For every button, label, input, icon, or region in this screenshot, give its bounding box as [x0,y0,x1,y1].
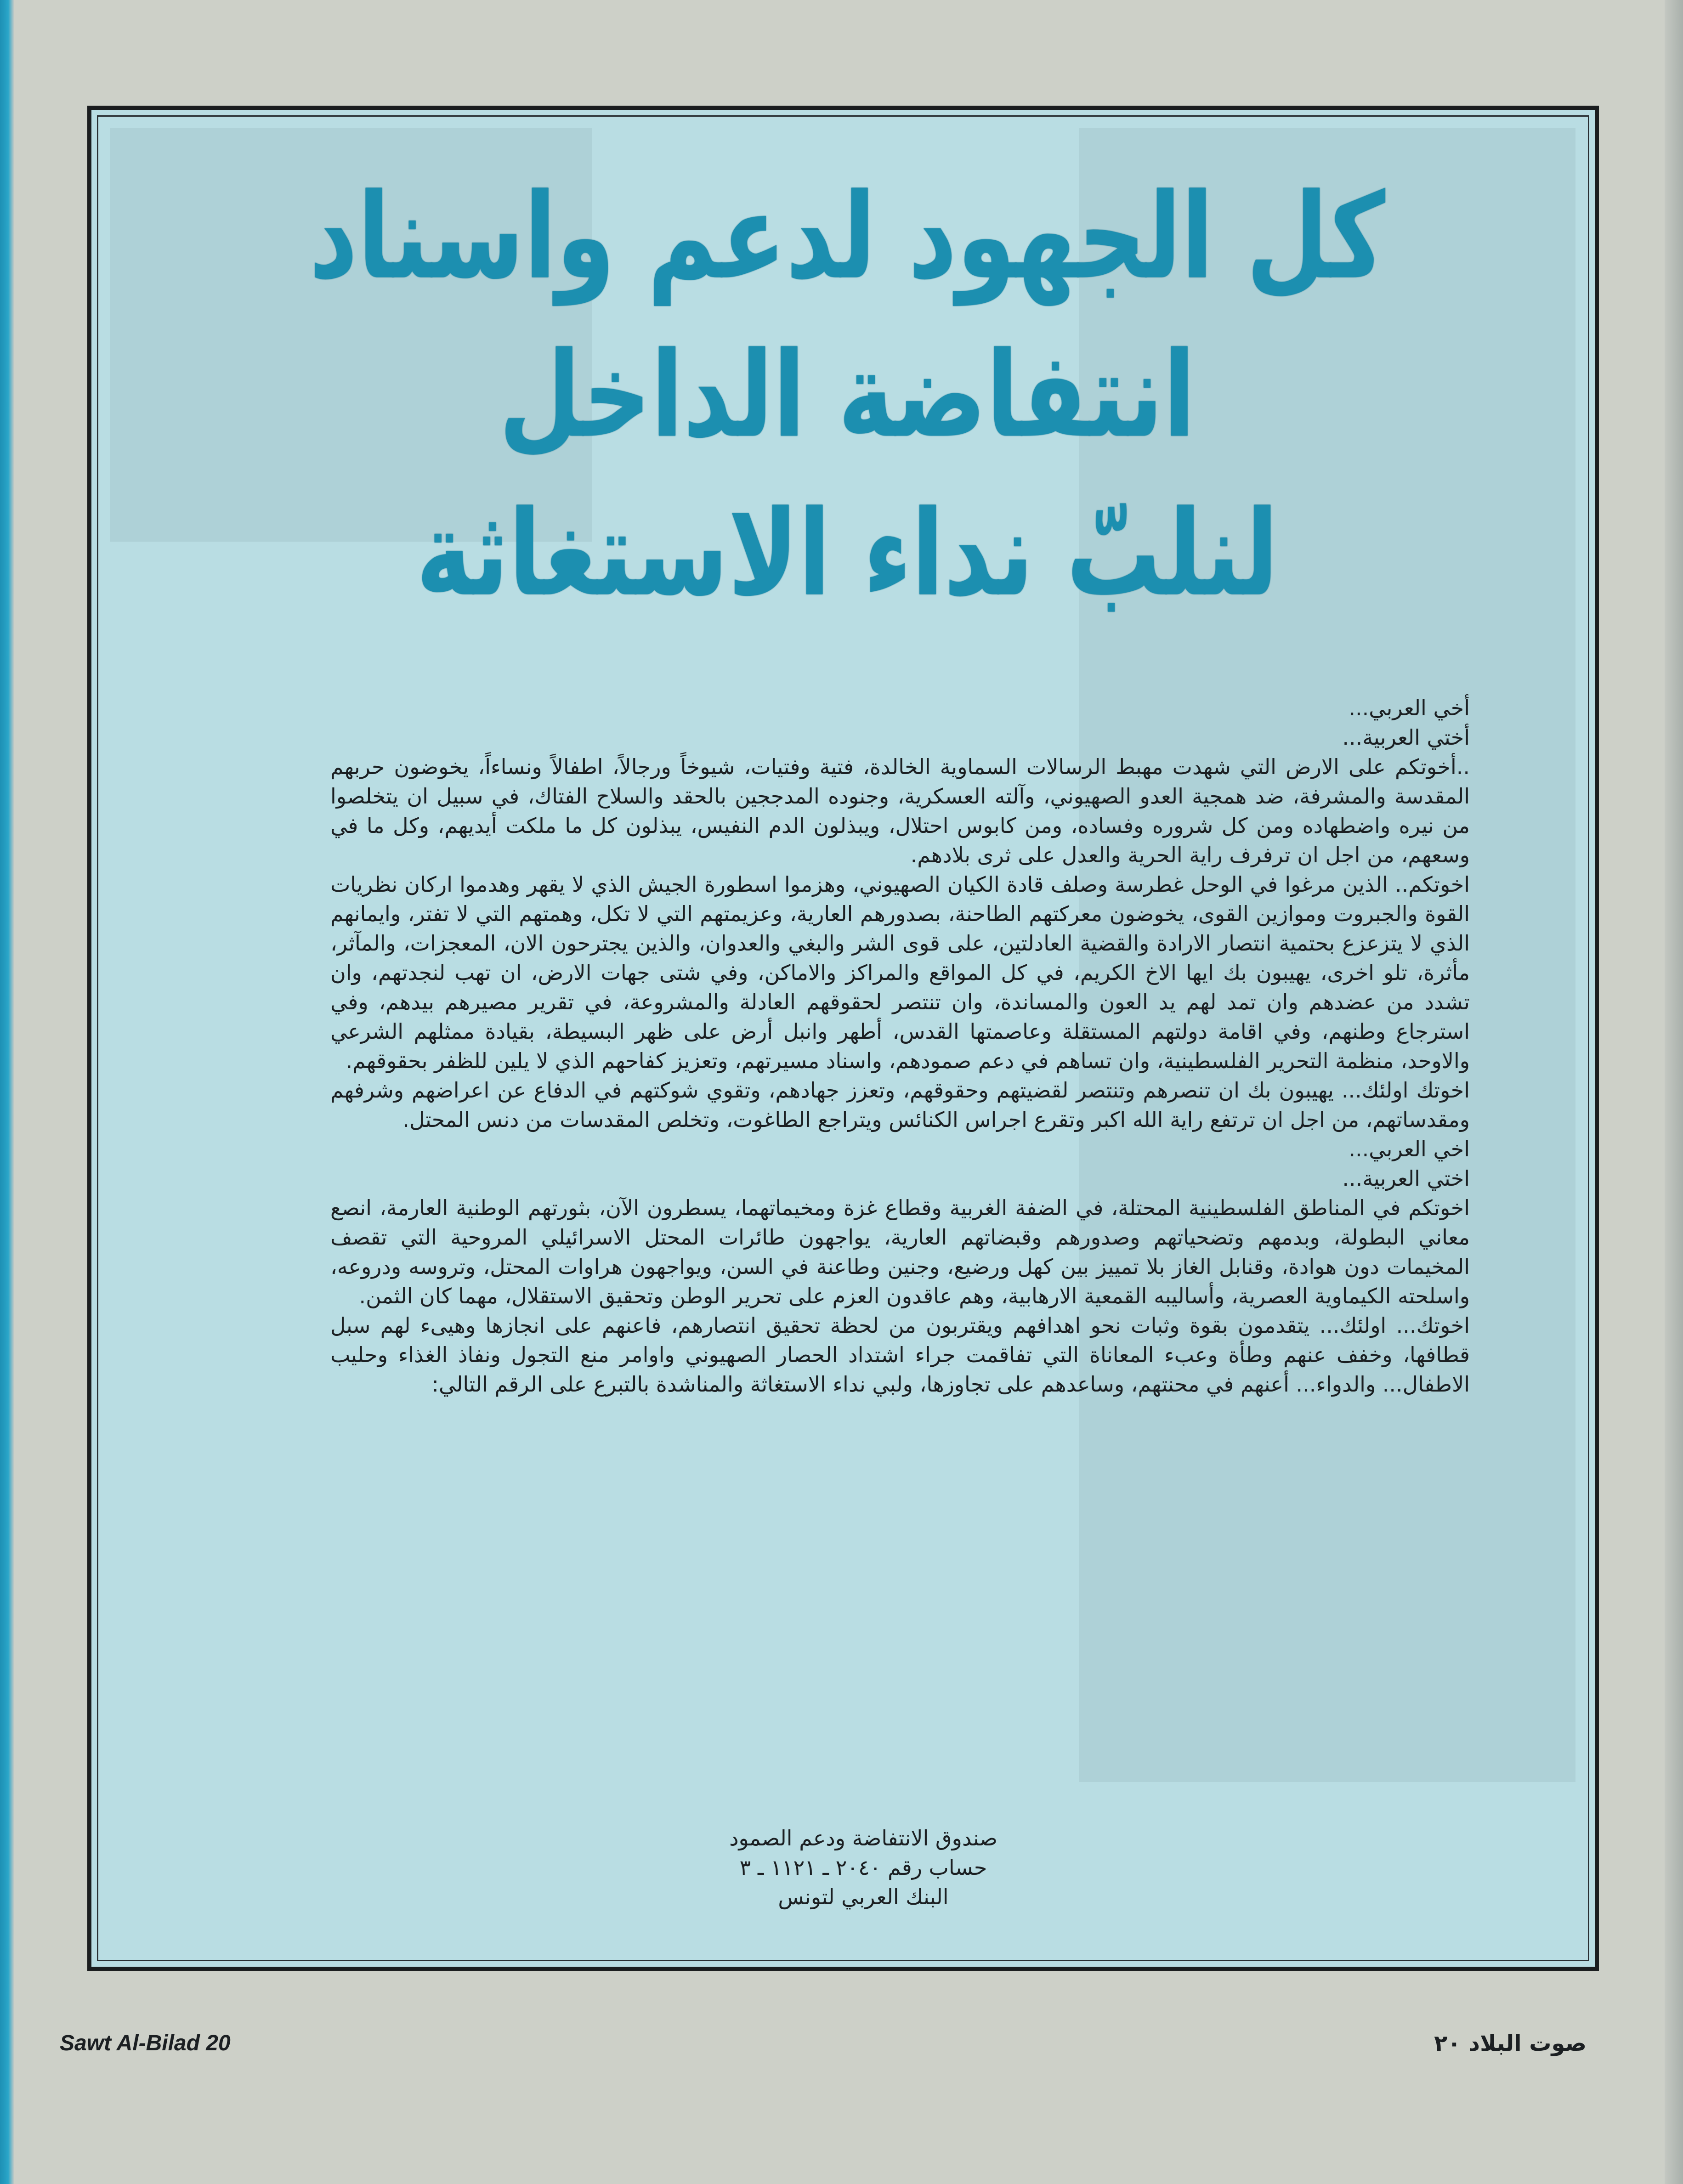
headline-line-1: كل الجهود لدعم واسناد [309,169,1385,306]
bank-name: البنك العربي لتونس [778,1884,949,1909]
salutation-brother: أخي العربي... [1349,696,1470,720]
salutation-sister: أختي العربية... [1342,725,1470,750]
headline-line-2: انتفاضة الداخل [499,327,1196,464]
paragraph-2: اخوتكم.. الذين مرغوا في الوحل غطرسة وصلف قادة الكيان الصهيوني، وهزموا اسطورة الجيش الذي لا يقهر وهدموا اركان نظريات القوة والجبروت وموازين القوى، يخوضون معركتهم الطاحنة، بصدورهم العارية، وعزيمتهم التي لا تكل، وهمتهم التي لا تفتر، وايمانهم الذي لا يتزعزع بحتمية انتصار الارادة والقضية العادلتين، على قوى الشر والبغي والعدوان، والذين يجترحون الان، المعجزات، والمآثر، مأثرة، تلو اخرى، يهيبون بك ايها الاخ الكريم، في كل المواقع والمراكز والاماكن، وفي شتى جهات الارض، ان تهب لنجدتهم، وان تشدد من عضدهم وان تمد لهم يد العون والمساندة، وان تنتصر لحقوقهم العادلة والمشروعة، في تقرير مصيرهم بيدهم، وفي استرجاع وطنهم، وفي اقامة دولتهم المستقلة وعاصمتها القدس، أطهر وانبل أرض على ظهر البسيطة، بقيادة ممثلهم الشرعي والاوحد، منظمة التحرير الفلسطينية، وان تساهم في دعم صمودهم، واسناد مسيرتهم، وتعزيز كفاحهم الذي لا يلين للظفر بحقوقهم. [330,872,1470,1073]
headline-line-3: لنلبّ نداء الاستغاثة [416,486,1279,622]
fund-name: صندوق الانتفاضة ودعم الصمود [729,1826,997,1850]
donation-details [413,1823,1314,1912]
paragraph-4: اخوتكم في المناطق الفلسطينية المحتلة، في الضفة الغربية وقطاع غزة ومخيماتهما، يسطرون الآن، بثورتهم الوطنية العارمة، انصع معاني البطولة، وبدمهم وتضحياتهم وصدورهم وقبضاتهم العارية، يواجهون طائرات المحتل الاسرائيلي المروحية التي تقصف المخيمات دون هوادة، وقنابل الغاز بلا تمييز بين كهل ورضيع، وجنين وطاعنة في السن، ويواجهون هراوات المحتل، وتروسه ودروعه، واسلحته الكيماوية العصرية، وأساليبه القمعية الارهابية، وهم عاقدون العزم على تحرير الوطن وتحقيق الاستقلال، مهما كان الثمن. [330,1195,1470,1308]
paragraph-3: اخوتك اولئك... يهيبون بك ان تنصرهم وتنتصر لقضيتهم وحقوقهم، وتعزز جهادهم، وتقوي شوكتهم في الدفاع عن اعراضهم وشرفهم ومقدساتهم، من اجل ان ترتفع راية الله اكبر وتقرع اجراس الكنائس ويتراجع الطاغوت، وتخلص المقدسات من دنس المحتل. [330,1078,1470,1132]
salutation-brother-2: اخي العربي... [1349,1137,1470,1161]
right-page-edge [1665,0,1683,2184]
account-number: حساب رقم ٢٠٤٠ ـ ١١٢١ ـ ٣ [739,1855,987,1880]
paragraph-5: اخوتك... اولئك... يتقدمون بقوة وثبات نحو اهدافهم ويقتربون من لحظة تحقيق انتصارهم، فاعنهم على انجازها وهيىء لهم سبل قطافها، وخفف عنهم وطأة وعبء المعاناة التي تفاقمت جراء اشتداد الحصار الصهيوني واوامر منع التجول ونفاذ الغذاء وحليب الاطفال... والدواء... أعنهم في محنتهم، وساعدهم على تجاوزها، ولبي نداء الاستغاثة والمناشدة بالتبرع على الرقم التالي: [330,1313,1470,1397]
salutation-sister-2: اختي العربية... [1342,1166,1470,1191]
left-page-edge [0,0,14,2184]
paragraph-1: ..أخوتكم على الارض التي شهدت مهبط الرسالات السماوية الخالدة، فتية وفتيات، شيوخاً ورجالاً، اطفالاً ونساءاً، يخوضون حربهم المقدسة والمشرفة، ضد همجية العدو الصهيوني، وآلته العسكرية، وجنوده المدججين بالحقد والسلاح الفتاك، في سبيل ان يتخلصوا من نيره واضطهاده ومن كل شروره وفساده، ومن كابوس احتلال، ويبذلون الدم النفيس، يبذلون كل ما ملكت أيديهم، وكل ما في وسعهم، من اجل ان ترفرف راية الحرية والعدل على ثرى بلادهم. [330,754,1470,867]
appeal-box [87,106,1599,1971]
folio-arabic: صوت البلاد ٢٠ [1434,2031,1587,2056]
appeal-body [330,693,1470,1399]
folio-english: Sawt Al-Bilad 20 [60,2031,231,2055]
